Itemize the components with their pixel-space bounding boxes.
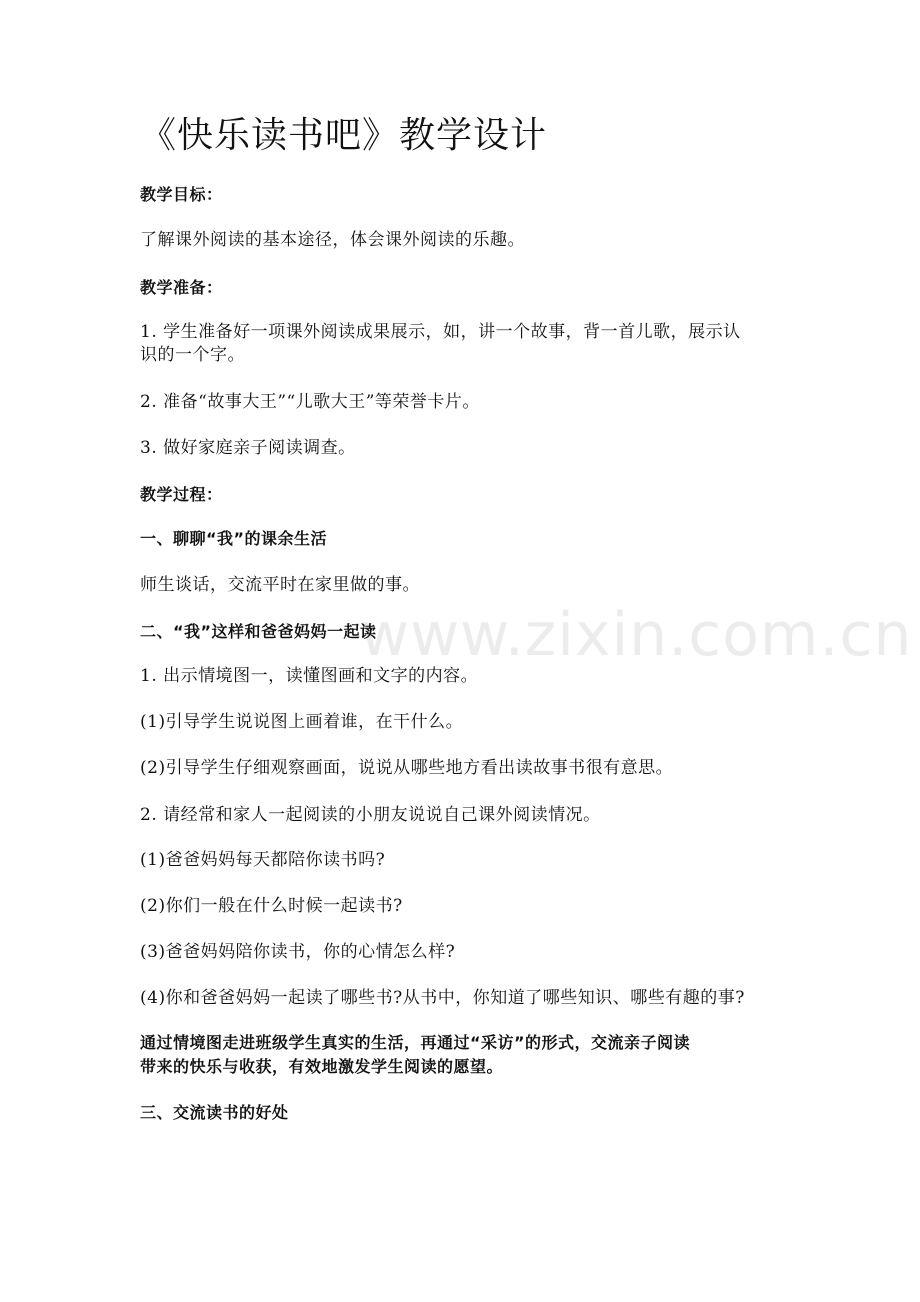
prep-item-2: 2. 准备“故事大王”“儿歌大王”等荣誉卡片。 (140, 392, 480, 412)
section-2-item-2-sub-4: (4)你和爸爸妈妈一起读了哪些书?从书中，你知道了哪些知识、哪些有趣的事? (140, 988, 745, 1008)
section-2-item-2: 2. 请经常和家人一起阅读的小朋友说说自己课外阅读情况。 (140, 805, 601, 825)
section-2-item-1-sub-1: (1)引导学生说说图上画着谁，在干什么。 (140, 712, 464, 732)
section-2-heading: 二、“我”这样和爸爸妈妈一起读 (140, 622, 377, 641)
prep-item-1-line-2: 识的一个字。 (140, 345, 245, 365)
goals-text: 了解课外阅读的基本途径，体会课外阅读的乐趣。 (140, 230, 525, 250)
process-heading: 教学过程： (140, 485, 223, 504)
goals-heading: 教学目标： (140, 185, 223, 204)
prep-item-3: 3. 做好家庭亲子阅读调查。 (140, 438, 356, 458)
watermark: www.zixin.com.cn (360, 600, 913, 670)
section-3-heading: 三、交流读书的好处 (140, 1103, 289, 1122)
section-2-item-2-sub-3: (3)爸爸妈妈陪你读书，你的心情怎么样? (140, 942, 456, 962)
prep-item-1-line-1: 1. 学生准备好一项课外阅读成果展示，如，讲一个故事，背一首儿歌，展示认 (140, 322, 741, 342)
section-2-item-2-sub-2: (2)你们一般在什么时候一起读书? (140, 896, 403, 916)
section-1-heading: 一、聊聊“我”的课余生活 (140, 529, 328, 548)
summary-line-1: 通过情境图走进班级学生真实的生活，再通过“采访”的形式，交流亲子阅读 (140, 1033, 691, 1052)
page-title: 《快乐读书吧》教学设计 (140, 115, 548, 156)
prep-heading: 教学准备： (140, 278, 223, 297)
section-2-item-1-sub-2: (2)引导学生仔细观察画面，说说从哪些地方看出读故事书很有意思。 (140, 758, 674, 778)
section-1-text: 师生谈话，交流平时在家里做的事。 (140, 575, 420, 595)
section-2-item-1: 1. 出示情境图一，读懂图画和文字的内容。 (140, 666, 479, 686)
summary-line-2: 带来的快乐与收获，有效地激发学生阅读的愿望。 (140, 1057, 504, 1076)
section-2-item-2-sub-1: (1)爸爸妈妈每天都陪你读书吗? (140, 850, 386, 870)
